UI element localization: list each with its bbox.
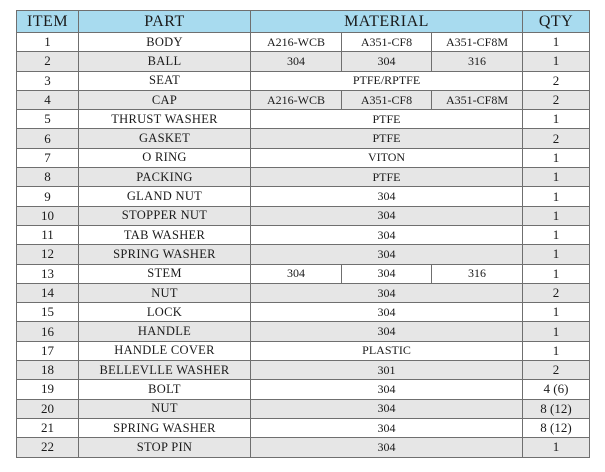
part-name: O RING [79, 148, 251, 167]
part-name: STEM [79, 264, 251, 283]
part-name: BOLT [79, 380, 251, 399]
material-cell: 304 [251, 399, 523, 418]
item-number: 15 [17, 303, 79, 322]
material-cell: 304 [251, 264, 342, 283]
table-row [17, 245, 590, 264]
material-cell: 304 [251, 418, 523, 437]
item-number: 21 [17, 418, 79, 437]
table-row [17, 129, 590, 148]
material-cell: 304 [342, 264, 432, 283]
item-number: 4 [17, 90, 79, 109]
part-name: SPRING WASHER [79, 418, 251, 437]
table-row [17, 206, 590, 225]
table-row [17, 283, 590, 302]
part-name: SPRING WASHER [79, 245, 251, 264]
parts-list [16, 10, 589, 458]
part-name: TAB WASHER [79, 225, 251, 244]
table-row [17, 303, 590, 322]
item-number: 7 [17, 148, 79, 167]
quantity: 2 [523, 283, 590, 302]
material-cell: 304 [251, 245, 523, 264]
material-cell: VITON [251, 148, 523, 167]
quantity: 1 [523, 245, 590, 264]
material-cell: A216-WCB [251, 90, 342, 109]
item-number: 3 [17, 71, 79, 90]
parts-table [16, 10, 590, 458]
table-row [17, 438, 590, 457]
table-row [17, 168, 590, 187]
table-row [17, 361, 590, 380]
table-row [17, 322, 590, 341]
quantity: 1 [523, 341, 590, 360]
header-row [17, 11, 590, 33]
part-name: PACKING [79, 168, 251, 187]
table-row [17, 187, 590, 206]
part-name: NUT [79, 399, 251, 418]
quantity: 1 [523, 206, 590, 225]
part-name: HANDLE COVER [79, 341, 251, 360]
quantity: 4 (6) [523, 380, 590, 399]
part-name: GLAND NUT [79, 187, 251, 206]
item-number: 10 [17, 206, 79, 225]
table-body [17, 33, 590, 458]
quantity: 1 [523, 264, 590, 283]
quantity: 1 [523, 225, 590, 244]
material-cell: 304 [342, 52, 432, 71]
item-number: 2 [17, 52, 79, 71]
item-number: 6 [17, 129, 79, 148]
material-cell: 304 [251, 322, 523, 341]
quantity: 1 [523, 148, 590, 167]
part-name: GASKET [79, 129, 251, 148]
table-row [17, 341, 590, 360]
material-cell: PLASTIC [251, 341, 523, 360]
item-number: 18 [17, 361, 79, 380]
table-row [17, 399, 590, 418]
quantity: 2 [523, 71, 590, 90]
part-name: SEAT [79, 71, 251, 90]
material-cell: 304 [251, 380, 523, 399]
item-number: 5 [17, 110, 79, 129]
part-name: BALL [79, 52, 251, 71]
header-material: MATERIAL [251, 11, 523, 33]
quantity: 1 [523, 52, 590, 71]
material-cell: 304 [251, 52, 342, 71]
part-name: LOCK [79, 303, 251, 322]
part-name: CAP [79, 90, 251, 109]
quantity: 8 (12) [523, 399, 590, 418]
part-name: BELLEVLLE WASHER [79, 361, 251, 380]
material-cell: A351-CF8 [342, 90, 432, 109]
item-number: 11 [17, 225, 79, 244]
material-cell: 316 [432, 52, 523, 71]
material-cell: PTFE [251, 168, 523, 187]
table-row [17, 418, 590, 437]
part-name: BODY [79, 33, 251, 52]
quantity: 2 [523, 90, 590, 109]
quantity: 1 [523, 33, 590, 52]
item-number: 20 [17, 399, 79, 418]
item-number: 13 [17, 264, 79, 283]
header-item: ITEM [17, 11, 79, 33]
material-cell: 304 [251, 225, 523, 244]
material-cell: PTFE [251, 129, 523, 148]
item-number: 1 [17, 33, 79, 52]
material-cell: A351-CF8M [432, 90, 523, 109]
part-name: HANDLE [79, 322, 251, 341]
item-number: 12 [17, 245, 79, 264]
table-row [17, 380, 590, 399]
part-name: THRUST WASHER [79, 110, 251, 129]
part-name: STOPPER NUT [79, 206, 251, 225]
header-part: PART [79, 11, 251, 33]
material-cell: 316 [432, 264, 523, 283]
material-cell: A216-WCB [251, 33, 342, 52]
part-name: NUT [79, 283, 251, 302]
quantity: 1 [523, 322, 590, 341]
item-number: 8 [17, 168, 79, 187]
table-row [17, 110, 590, 129]
item-number: 14 [17, 283, 79, 302]
quantity: 1 [523, 187, 590, 206]
material-cell: 304 [251, 187, 523, 206]
material-cell: 304 [251, 206, 523, 225]
quantity: 1 [523, 110, 590, 129]
item-number: 19 [17, 380, 79, 399]
material-cell: 304 [251, 438, 523, 457]
material-cell: 304 [251, 303, 523, 322]
part-name: STOP PIN [79, 438, 251, 457]
quantity: 2 [523, 361, 590, 380]
quantity: 2 [523, 129, 590, 148]
material-cell: PTFE/RPTFE [251, 71, 523, 90]
table-row [17, 33, 590, 52]
quantity: 1 [523, 438, 590, 457]
material-cell: A351-CF8M [432, 33, 523, 52]
table-row [17, 52, 590, 71]
item-number: 17 [17, 341, 79, 360]
header-qty: QTY [523, 11, 590, 33]
quantity: 8 (12) [523, 418, 590, 437]
item-number: 22 [17, 438, 79, 457]
material-cell: A351-CF8 [342, 33, 432, 52]
table-row [17, 90, 590, 109]
table-row [17, 148, 590, 167]
quantity: 1 [523, 303, 590, 322]
table-row [17, 264, 590, 283]
material-cell: 301 [251, 361, 523, 380]
item-number: 16 [17, 322, 79, 341]
item-number: 9 [17, 187, 79, 206]
material-cell: PTFE [251, 110, 523, 129]
quantity: 1 [523, 168, 590, 187]
table-row [17, 71, 590, 90]
table-row [17, 225, 590, 244]
material-cell: 304 [251, 283, 523, 302]
